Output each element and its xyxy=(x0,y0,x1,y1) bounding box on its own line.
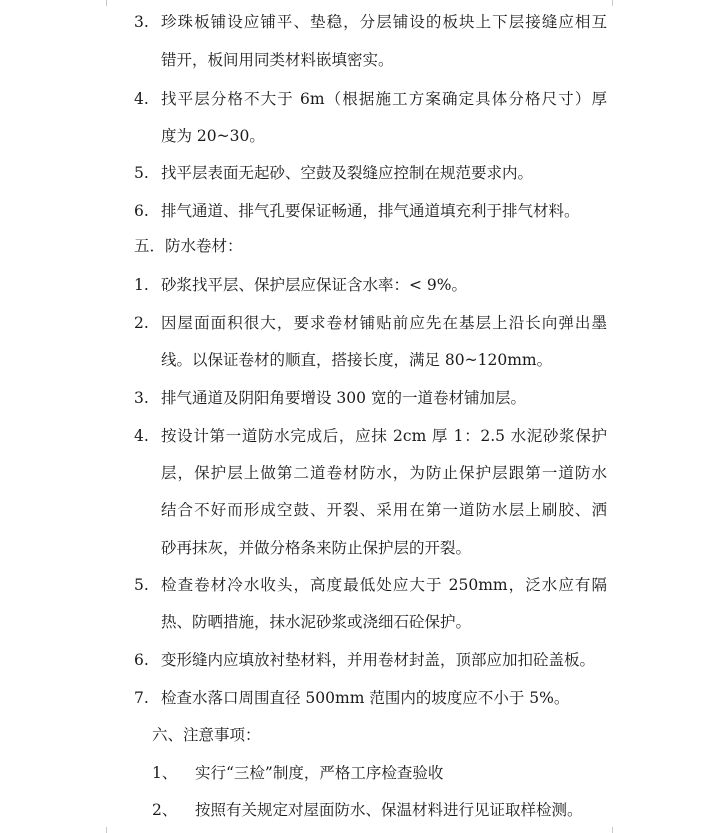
list-item-number: 3. xyxy=(134,389,149,407)
list-item-text-line: 按设计第一道防水完成后，应抹 2cm 厚 1：2.5 水泥砂浆保护 xyxy=(161,427,607,445)
list-item-number: 6. xyxy=(134,202,149,220)
list-item-number: 4. xyxy=(134,427,149,445)
list-item-number: 2. xyxy=(134,314,149,332)
list-item-number: 5. xyxy=(134,576,149,594)
list-item-number: 7. xyxy=(134,689,149,707)
list-item-text-line: 错开，板间用同类材料嵌填密实。 xyxy=(161,51,394,69)
list-item-text-line: 排气通道、排气孔要保证畅通，排气通道填充利于排气材料。 xyxy=(161,202,580,220)
list-item-text-line: 热、防晒措施，抹水泥砂浆或浇细石砼保护。 xyxy=(161,613,472,631)
list-item-text-line: 结合不好而形成空鼓、开裂、采用在第一道防水层上刷胶、洒 xyxy=(161,501,607,519)
list-item-text-line: 砂再抹灰，并做分格条来防止保护层的开裂。 xyxy=(161,539,472,557)
list-item-number: 1. xyxy=(134,276,149,294)
list-item-text-line: 度为 20~30。 xyxy=(161,127,265,145)
list-item-text-line: 检查水落口周围直径 500mm 范围内的坡度应不小于 5%。 xyxy=(161,689,570,707)
section-heading: 六、注意事项： xyxy=(152,726,261,744)
list-item-text-line: 按照有关规定对屋面防水、保温材料进行见证取样检测。 xyxy=(195,801,583,819)
crop-mark-top-left xyxy=(88,0,107,6)
list-item-number: 3. xyxy=(134,13,149,31)
crop-mark-bottom-right xyxy=(612,827,631,833)
list-item-number: 4. xyxy=(134,90,149,108)
list-item-text-line: 检查卷材冷水收头，高度最低处应大于 250mm，泛水应有隔 xyxy=(161,576,607,594)
list-item-number: 1、 xyxy=(152,764,178,782)
section-heading: 五．防水卷材： xyxy=(134,237,243,255)
list-item-text-line: 砂浆找平层、保护层应保证含水率：< 9%。 xyxy=(161,276,468,294)
list-item-text-line: 变形缝内应填放衬垫材料，并用卷材封盖，顶部应加扣砼盖板。 xyxy=(161,651,596,669)
list-item-number: 6. xyxy=(134,651,149,669)
list-item-number: 2、 xyxy=(152,801,178,819)
crop-mark-top-right xyxy=(612,0,631,6)
list-item-text-line: 珍珠板铺设应铺平、垫稳，分层铺设的板块上下层接缝应相互 xyxy=(161,13,607,31)
list-item-number: 5. xyxy=(134,164,149,182)
list-item-text-line: 找平层表面无起砂、空鼓及裂缝应控制在规范要求内。 xyxy=(161,164,534,182)
list-item-text-line: 层，保护层上做第二道卷材防水，为防止保护层跟第一道防水 xyxy=(161,464,607,482)
list-item-text-line: 实行“三检”制度，严格工序检查验收 xyxy=(195,764,444,782)
crop-mark-bottom-left xyxy=(88,827,107,833)
list-item-text-line: 找平层分格不大于 6m（根据施工方案确定具体分格尺寸）厚 xyxy=(161,90,607,108)
list-item-text-line: 线。以保证卷材的顺直，搭接长度，满足 80~120mm。 xyxy=(161,351,553,369)
list-item-text-line: 因屋面面积很大，要求卷材铺贴前应先在基层上沿长向弹出墨 xyxy=(161,314,607,332)
list-item-text-line: 排气通道及阴阳角要增设 300 宽的一道卷材铺加层。 xyxy=(161,389,526,407)
